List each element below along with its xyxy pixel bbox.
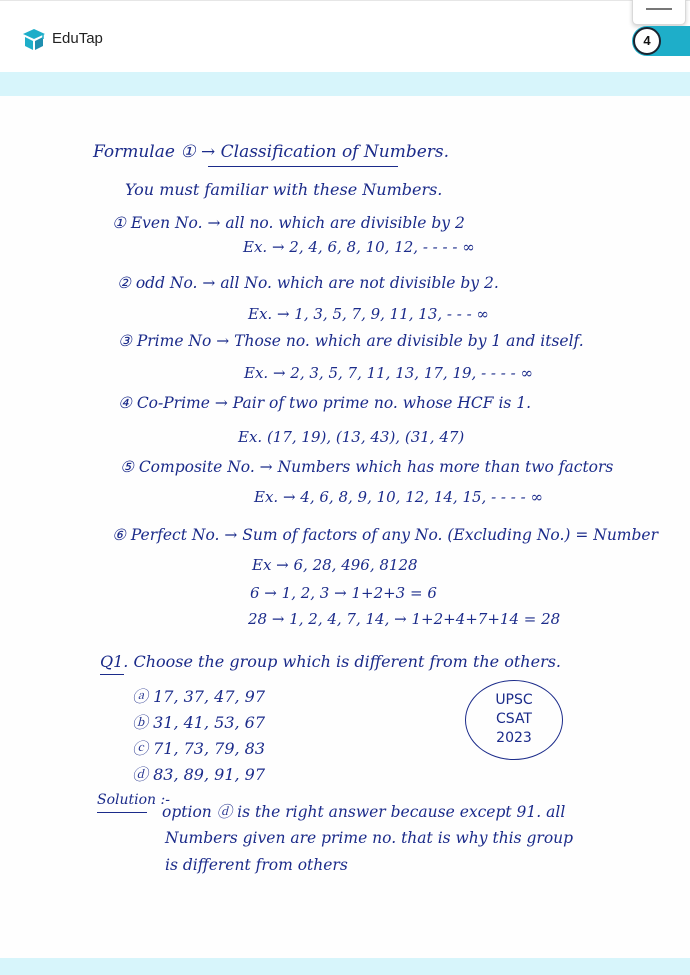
app-header bbox=[0, 0, 690, 73]
co-prime-definition: ④ Co-Prime → Pair of two prime no. whose HCF is 1. bbox=[118, 394, 532, 412]
notes-title: Formulae ① → Classification of Numbers. bbox=[93, 142, 450, 162]
stamp-line-exam: UPSC bbox=[495, 692, 533, 708]
perfect-number-example-6: 6 → 1, 2, 3 → 1+2+3 = 6 bbox=[250, 584, 437, 602]
page-number-badge: 4 bbox=[633, 27, 661, 55]
question-underline bbox=[100, 674, 124, 675]
notes-intro: You must familiar with these Numbers. bbox=[125, 180, 443, 199]
option-c: ⓒ 71, 73, 79, 83 bbox=[132, 739, 266, 758]
brand-name: EduTap bbox=[52, 30, 103, 47]
solution-underline bbox=[97, 812, 147, 813]
odd-number-definition: ② odd No. → all No. which are not divisible by 2. bbox=[117, 274, 499, 292]
even-number-definition: ① Even No. → all no. which are divisible by 2 bbox=[112, 214, 465, 232]
prime-number-example: Ex. → 2, 3, 5, 7, 11, 13, 17, 19, - - - - ∞ bbox=[244, 364, 533, 382]
composite-number-definition: ⑤ Composite No. → Numbers which has more than two factors bbox=[120, 458, 614, 476]
solution-line-1: option ⓓ is the right answer because except 91. all bbox=[162, 803, 566, 821]
bottom-band bbox=[0, 958, 690, 975]
menu-button[interactable] bbox=[632, 0, 686, 25]
odd-number-example: Ex. → 1, 3, 5, 7, 9, 11, 13, - - - ∞ bbox=[248, 305, 489, 323]
solution-label: Solution :- bbox=[97, 792, 170, 808]
co-prime-example: Ex. (17, 19), (13, 43), (31, 47) bbox=[238, 428, 465, 446]
option-a: ⓐ 17, 37, 47, 97 bbox=[132, 687, 266, 706]
option-d: ⓓ 83, 89, 91, 97 bbox=[132, 765, 266, 784]
even-number-example: Ex. → 2, 4, 6, 8, 10, 12, - - - - ∞ bbox=[243, 238, 475, 256]
title-underline bbox=[208, 166, 398, 167]
upsc-csat-stamp bbox=[465, 680, 563, 760]
perfect-number-example: Ex → 6, 28, 496, 8128 bbox=[252, 556, 418, 574]
question-text: Q1. Choose the group which is different from the others. bbox=[100, 652, 562, 671]
menu-icon bbox=[646, 8, 672, 10]
top-band bbox=[0, 72, 690, 96]
perfect-number-definition: ⑥ Perfect No. → Sum of factors of any No. (Excluding No.) = Number bbox=[112, 526, 659, 544]
perfect-number-example-28: 28 → 1, 2, 4, 7, 14, → 1+2+4+7+14 = 28 bbox=[248, 610, 561, 628]
composite-number-example: Ex. → 4, 6, 8, 9, 10, 12, 14, 15, - - - - ∞ bbox=[254, 488, 543, 506]
option-b: ⓑ 31, 41, 53, 67 bbox=[132, 713, 266, 732]
solution-line-3: is different from others bbox=[165, 856, 348, 874]
stamp-line-year: 2023 bbox=[496, 730, 532, 746]
solution-line-2: Numbers given are prime no. that is why this group bbox=[165, 829, 574, 847]
stamp-line-paper: CSAT bbox=[496, 711, 532, 727]
prime-number-definition: ③ Prime No → Those no. which are divisible by 1 and itself. bbox=[118, 332, 584, 350]
edutap-logo-icon bbox=[22, 27, 46, 51]
